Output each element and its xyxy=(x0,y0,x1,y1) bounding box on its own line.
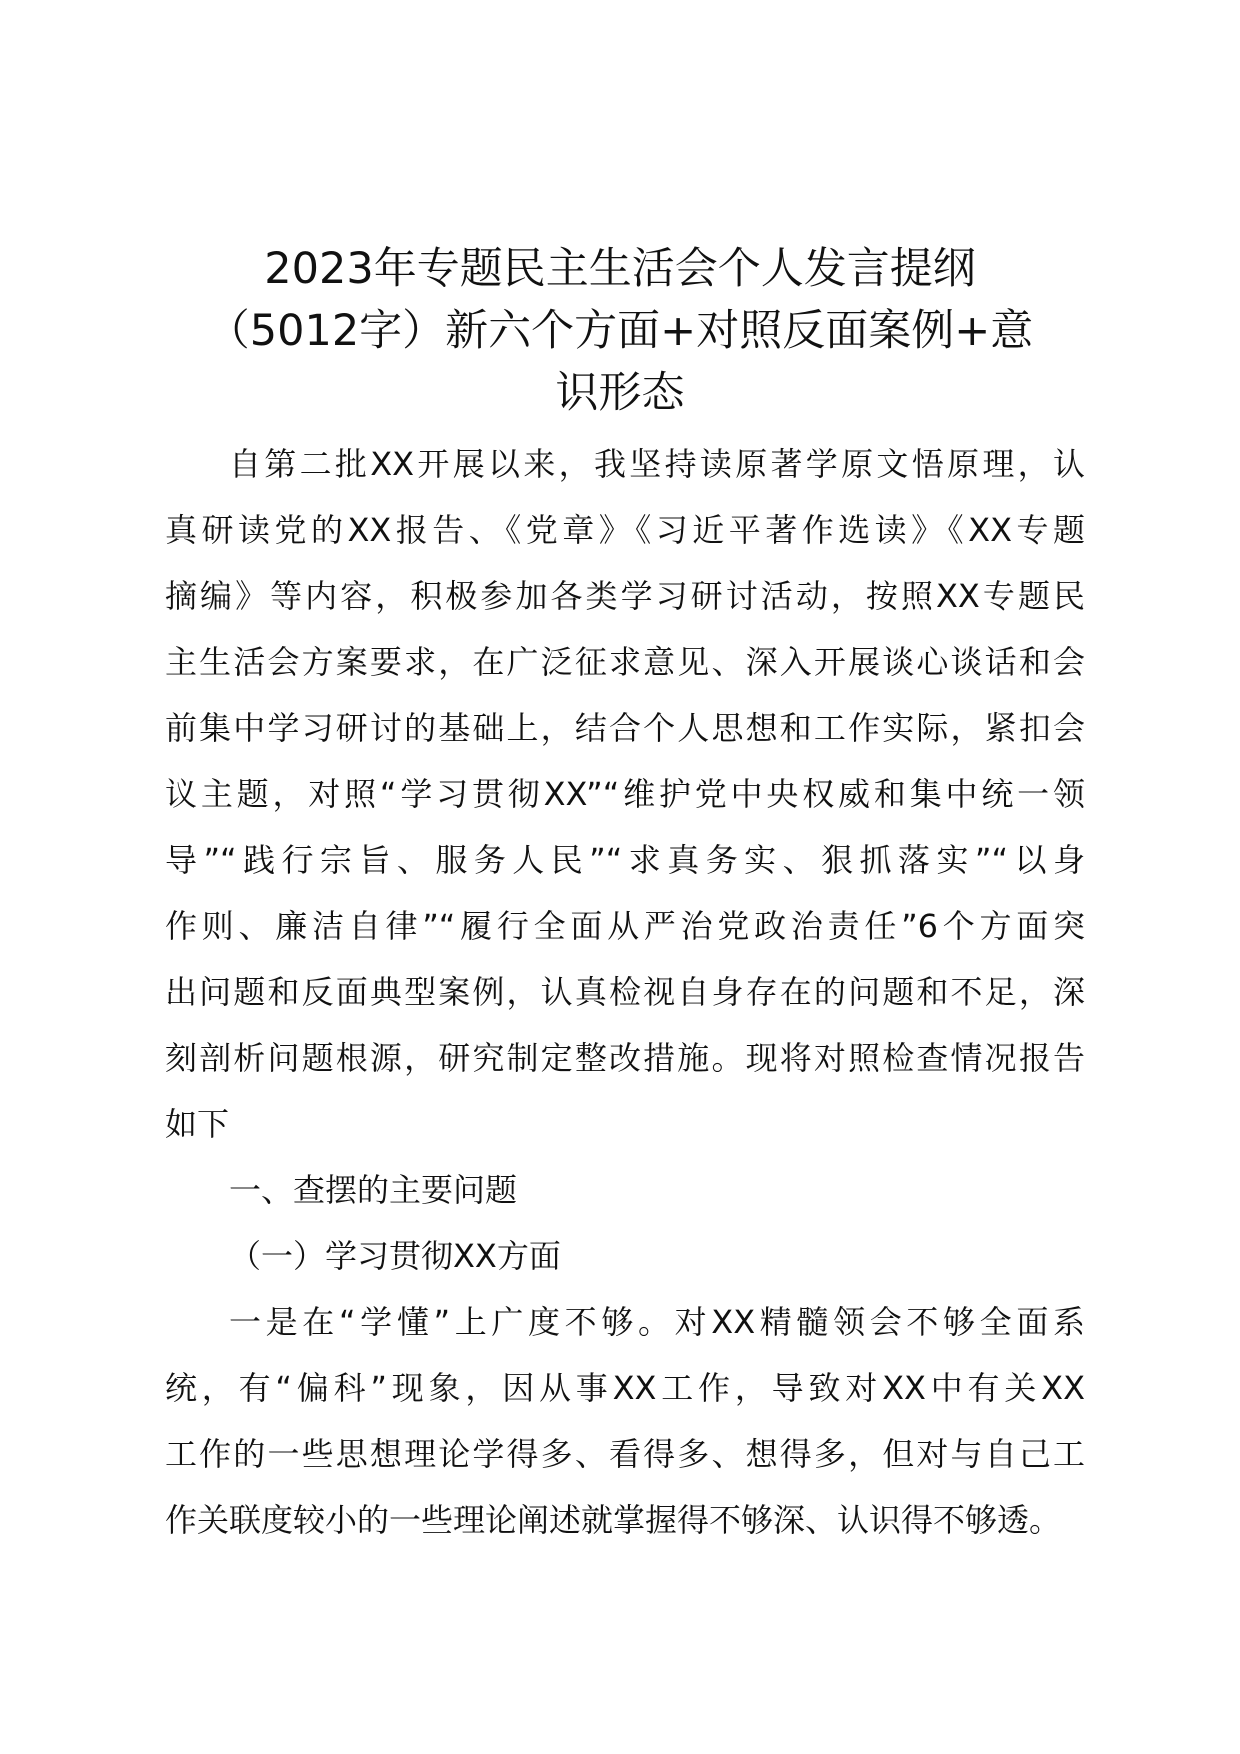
intro-line: 前集中学习研讨的基础上，结合个人思想和工作实际，紧扣会 xyxy=(165,709,1085,747)
title-line-1: 2023年专题民主生活会个人发言提纲 xyxy=(264,244,976,294)
intro-line: 议主题，对照“学习贯彻XX”“维护党中央权威和集中统一领 xyxy=(165,775,1085,813)
intro-line: 真研读党的XX报告、《党章》《习近平著作选读》《XX专题 xyxy=(165,511,1085,549)
intro-line: 摘编》等内容，积极参加各类学习研讨活动，按照XX专题民 xyxy=(165,577,1085,615)
intro-paragraph xyxy=(165,431,1085,1157)
point-line: 工作的一些思想理论学得多、看得多、想得多，但对与自己工 xyxy=(165,1435,1085,1473)
intro-line: 出问题和反面典型案例，认真检视自身存在的问题和不足，深 xyxy=(165,973,1085,1011)
subsection-heading: （一）学习贯彻XX方面 xyxy=(229,1237,561,1275)
intro-line: 导”“践行宗旨、服务人民”“求真务实、狠抓落实”“以身 xyxy=(165,841,1085,879)
intro-line: 作则、廉洁自律”“履行全面从严治党政治责任”6个方面突 xyxy=(165,907,1085,945)
point-line: 作关联度较小的一些理论阐述就掌握得不够深、认识得不够透。 xyxy=(165,1501,1062,1539)
document-title xyxy=(150,238,1090,424)
document-body xyxy=(165,431,1085,1553)
point-line: 一是在“学懂”上广度不够。对XX精髓领会不够全面系 xyxy=(229,1303,1085,1341)
title-line-2: （5012字）新六个方面+对照反面案例+意 xyxy=(206,306,1034,356)
section-heading: 一、查摆的主要问题 xyxy=(229,1171,518,1209)
point-paragraph xyxy=(165,1289,1085,1553)
intro-line: 自第二批XX开展以来，我坚持读原著学原文悟原理，认 xyxy=(229,445,1085,483)
intro-line: 主生活会方案要求，在广泛征求意见、深入开展谈心谈话和会 xyxy=(165,643,1085,681)
title-line-3: 识形态 xyxy=(555,368,685,418)
point-line: 统，有“偏科”现象，因从事XX工作，导致对XX中有关XX xyxy=(165,1369,1085,1407)
intro-line: 刻剖析问题根源，研究制定整改措施。现将对照检查情况报告 xyxy=(165,1039,1085,1077)
intro-line: 如下 xyxy=(165,1105,230,1143)
